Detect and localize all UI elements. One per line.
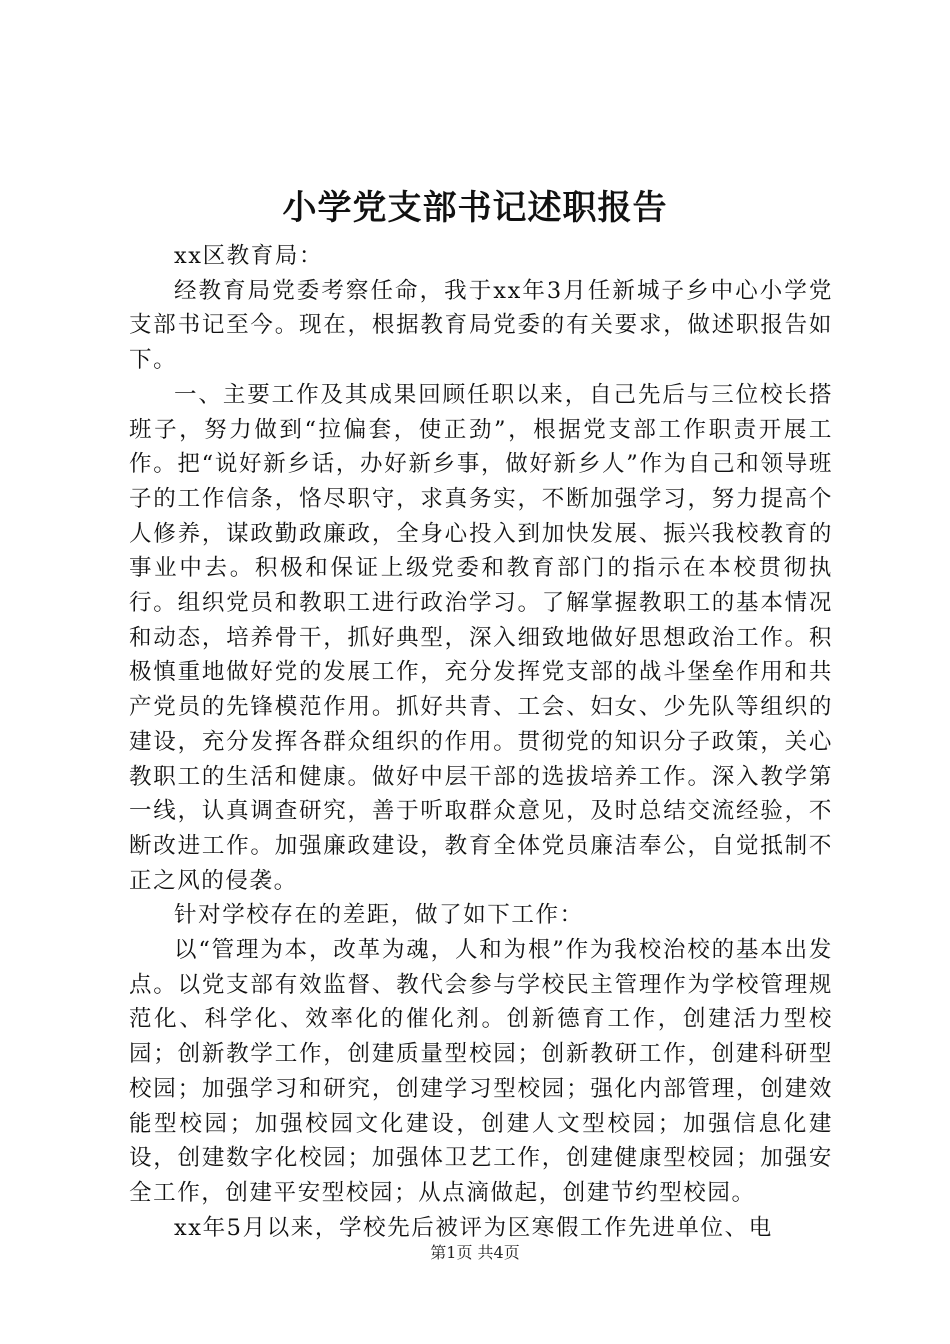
page-number-footer: 第1页 共4页 [430, 1243, 520, 1262]
paragraph-1: 经教育局党委考察任命，我于xx年3月任新城子乡中心小学党支部书记至今。现在，根据教育局党委的有关要求，做述职报告如下。 [129, 277, 833, 374]
document-title: 小学党支部书记述职报告 [282, 188, 668, 228]
document-body [129, 239, 833, 1245]
paragraph-4: 以“管理为本，改革为魂，人和为根”作为我校治校的基本出发点。以党支部有效监督、教代会参与学校民主管理作为学校管理规范化、科学化、效率化的催化剂。创新德育工作，创建活力型校园；创新教学工作，创建质量型校园；创新教研工作，创建科研型校园；加强学习和研究，创建学习型校园；强化内部管理，创建效能型校园；加强校园文化建设，创建人文型校园；加强信息化建设，创建数字化校园；加强体卫艺工作，创建健康型校园；加强安全工作，创建平安型校园；从点滴做起，创建节约型校园。 [129, 937, 833, 1206]
paragraph-3: 针对学校存在的差距，做了如下工作： [174, 902, 584, 929]
paragraph-5: xx年5月以来，学校先后被评为区寒假工作先进单位、电 [174, 1214, 773, 1241]
salutation: xx区教育局： [174, 243, 324, 269]
paragraph-2: 一、主要工作及其成果回顾任职以来，自己先后与三位校长搭班子，努力做到“拉偏套，使正劲”，根据党支部工作职责开展工作。把“说好新乡话，办好新乡事，做好新乡人”作为自己和领导班子的工作信条，恪尽职守，求真务实，不断加强学习，努力提高个人修养，谋政勤政廉政，全身心投入到加快发展、振兴我校教育的事业中去。积极和保证上级党委和教育部门的指示在本校贯彻执行。组织党员和教职工进行政治学习。了解掌握教职工的基本情况和动态，培养骨干，抓好典型，深入细致地做好思想政治工作。积极慎重地做好党的发展工作，充分发挥党支部的战斗堡垒作用和共产党员的先锋模范作用。抓好共青、工会、妇女、少先队等组织的建设，充分发挥各群众组织的作用。贯彻党的知识分子政策，关心教职工的生活和健康。做好中层干部的选拔培养工作。深入教学第一线，认真调查研究，善于听取群众意见，及时总结交流经验，不断改进工作。加强廉政建设，教育全体党员廉洁奉公，自觉抵制不正之风的侵袭。 [129, 381, 833, 894]
